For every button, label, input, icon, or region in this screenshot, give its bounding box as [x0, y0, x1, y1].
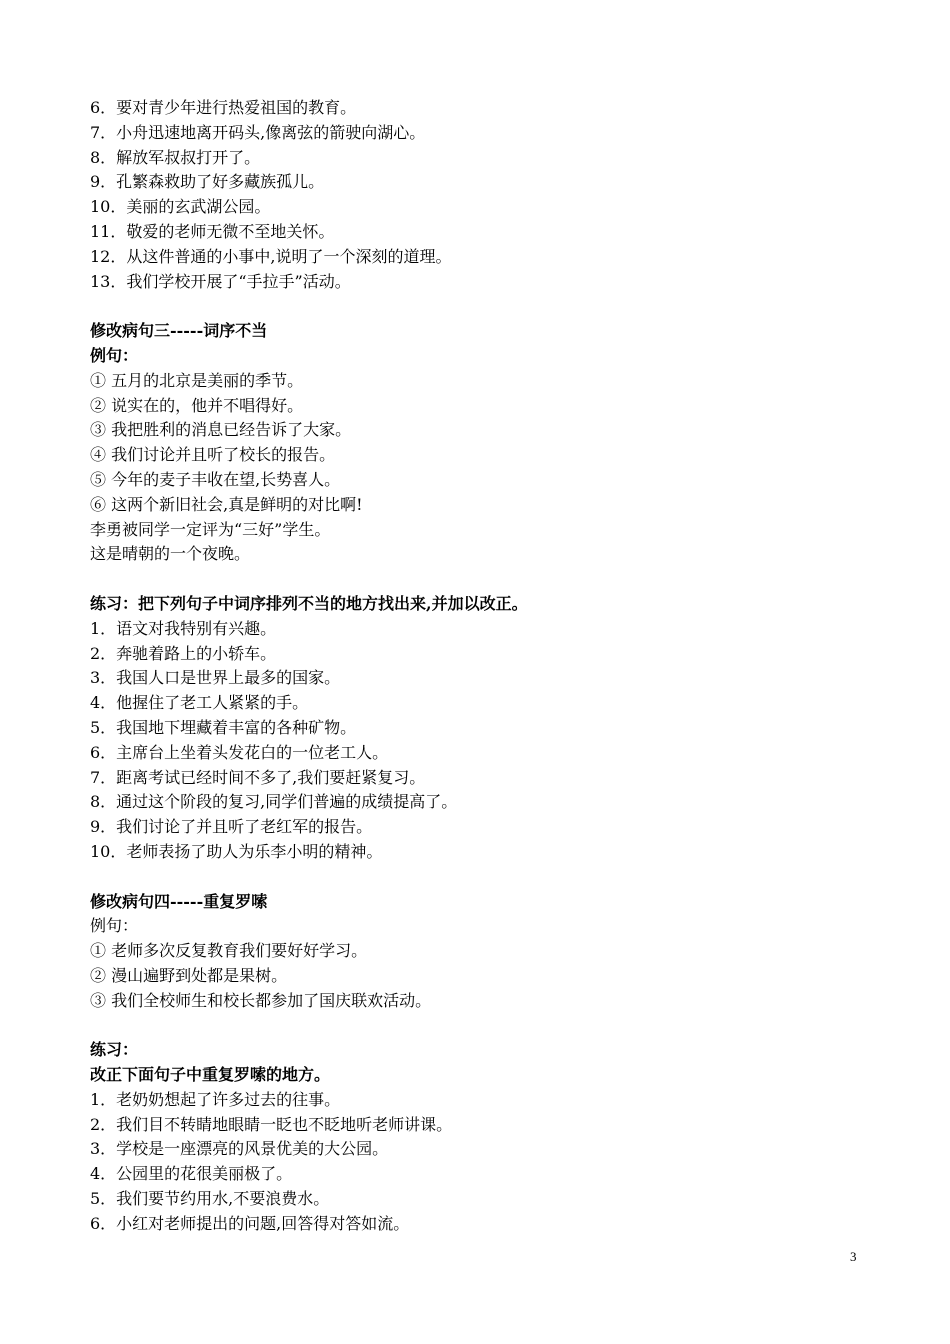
- exercise-label: 练习：: [90, 1040, 139, 1060]
- section-3: [90, 319, 870, 865]
- exercise-item: 6．主席台上坐着头发花白的一位老工人。: [90, 742, 389, 762]
- section-title: 修改病句四-----重复罗嗦: [90, 891, 268, 911]
- exercise-item: 9．我们讨论了并且听了老红军的报告。: [90, 817, 373, 837]
- list-item: 6．要对青少年进行热爱祖国的教育。: [90, 98, 357, 117]
- spacer: [90, 865, 870, 890]
- exercise-item: 2．奔驰着路上的小轿车。: [90, 643, 277, 663]
- exercise-item: 2．我们目不转睛地眼睛一眨也不眨地听老师讲课。: [90, 1114, 453, 1134]
- section-4: [90, 890, 870, 1237]
- list-item: 11．敬爱的老师无微不至地关怀。: [90, 221, 335, 241]
- exercise-item: 10．老师表扬了助人为乐李小明的精神。: [90, 841, 383, 861]
- exercise-item: 1．老奶奶想起了许多过去的往事。: [90, 1089, 341, 1109]
- exercise-item: 5．我国地下埋藏着丰富的各种矿物。: [90, 717, 357, 737]
- list-item: 13．我们学校开展了“手拉手”活动。: [90, 271, 351, 291]
- page-number: 3: [850, 1249, 857, 1264]
- exercise-item: 4．他握住了老工人紧紧的手。: [90, 693, 309, 713]
- exercise-item: 8．通过这个阶段的复习,同学们普遍的成绩提高了。: [90, 792, 458, 812]
- exercise-item: 4．公园里的花很美丽极了。: [90, 1164, 293, 1184]
- example-item: ① 老师多次反复教育我们要好好学习。: [90, 941, 368, 961]
- spacer: [90, 294, 870, 319]
- exercise-item: 3．学校是一座漂亮的风景优美的大公园。: [90, 1139, 389, 1159]
- example-label: 例句：: [90, 916, 139, 936]
- example-item: ③ 我把胜利的消息已经告诉了大家。: [90, 420, 352, 440]
- example-item: ⑥ 这两个新旧社会,真是鲜明的对比啊!: [90, 494, 363, 514]
- example-item: 李勇被同学一定评为“三好”学生。: [90, 519, 331, 539]
- example-item: ③ 我们全校师生和校长都参加了国庆联欢活动。: [90, 990, 432, 1010]
- exercise-title: 改正下面句子中重复罗嗦的地方。: [90, 1065, 331, 1085]
- spacer: [90, 567, 870, 592]
- example-item: ① 五月的北京是美丽的季节。: [90, 370, 304, 390]
- section-title: 修改病句三-----词序不当: [90, 321, 268, 341]
- example-item: ⑤ 今年的麦子丰收在望,长势喜人。: [90, 469, 341, 489]
- example-item: 这是晴朝的一个夜晚。: [90, 544, 251, 564]
- exercise-item: 5．我们要节约用水,不要浪费水。: [90, 1189, 330, 1209]
- list-item: 12．从这件普通的小事中,说明了一个深刻的道理。: [90, 246, 452, 266]
- example-label: 例句：: [90, 345, 139, 365]
- exercise-item: 6．小红对老师提出的问题,回答得对答如流。: [90, 1213, 410, 1233]
- example-item: ② 漫山遍野到处都是果树。: [90, 965, 288, 985]
- example-item: ② 说实在的，他并不唱得好。: [90, 395, 304, 415]
- list-item: 8．解放军叔叔打开了。: [90, 147, 261, 167]
- list-item: 7．小舟迅速地离开码头,像离弦的箭驶向湖心。: [90, 122, 426, 142]
- list-item: 10．美丽的玄武湖公园。: [90, 197, 271, 217]
- exercise-item: 3．我国人口是世界上最多的国家。: [90, 668, 341, 688]
- example-item: ④ 我们讨论并且听了校长的报告。: [90, 445, 336, 465]
- document-body: [90, 96, 870, 1237]
- exercise-item: 7．距离考试已经时间不多了,我们要赶紧复习。: [90, 767, 426, 787]
- list-item: 9．孔繁森救助了好多藏族孤儿。: [90, 172, 325, 192]
- exercise-item: 1．语文对我特别有兴趣。: [90, 618, 277, 638]
- top-exercise-list: [90, 96, 870, 294]
- exercise-title: 练习：把下列句子中词序排列不当的地方找出来,并加以改正。: [90, 593, 528, 613]
- spacer: [90, 1013, 870, 1038]
